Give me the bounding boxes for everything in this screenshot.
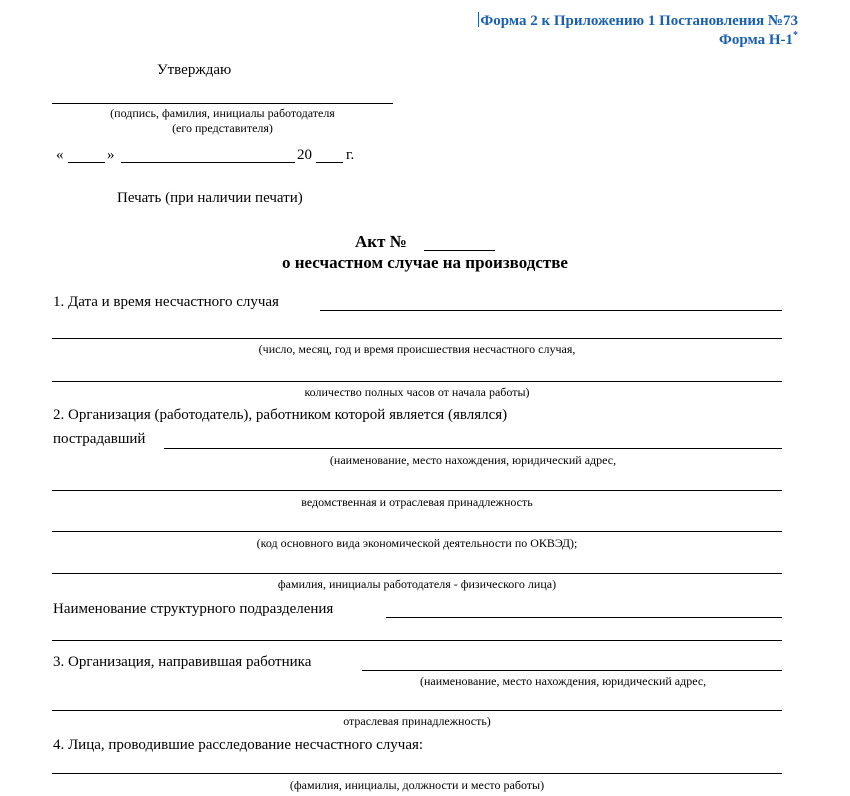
section1-line-2[interactable] (52, 338, 782, 339)
form-reference-text: Форма 2 к Приложению 1 Постановления №73 (480, 13, 798, 29)
form-name (719, 30, 798, 49)
section2-caption-3: (код основного вида экономической деятельности по ОКВЭД); (256, 536, 578, 550)
date-open-quote: « (56, 147, 64, 163)
year-prefix: 20 (297, 147, 312, 163)
section4-label: 4. Лица, проводившие расследование несчастного случая: (53, 737, 424, 753)
act-subtitle: о несчастном случае на производстве (282, 253, 568, 272)
section2-line-2[interactable] (52, 490, 782, 491)
subdivision-field[interactable] (386, 617, 782, 618)
section1-caption-2: количество полных часов от начала работы) (304, 385, 530, 399)
section2-line-4[interactable] (52, 573, 782, 574)
section2-employer-field[interactable] (164, 448, 782, 449)
section1-line-3[interactable] (52, 381, 782, 382)
act-title: Акт № (355, 232, 407, 251)
signature-caption-1: (подпись, фамилия, инициалы работодателя (110, 106, 335, 120)
signature-line[interactable] (52, 103, 393, 104)
signature-caption-2: (его представителя) (172, 121, 273, 135)
section3-caption-1: (наименование, место нахождения, юридический адрес, (420, 674, 707, 688)
section2-label-2: пострадавший (53, 431, 146, 447)
form-reference (478, 12, 798, 30)
form-name-asterisk: * (793, 30, 798, 41)
subdivision-label: Наименование структурного подразделения (53, 601, 334, 617)
section2-caption-2: ведомственная и отраслевая принадлежность (301, 495, 533, 509)
section4-line-1[interactable] (52, 773, 782, 774)
date-day-field[interactable] (68, 162, 105, 163)
section1-label: 1. Дата и время несчастного случая (53, 294, 279, 310)
date-month-field[interactable] (121, 162, 295, 163)
section2-caption-1: (наименование, место нахождения, юридический адрес, (329, 453, 617, 467)
section1-date-field[interactable] (320, 310, 782, 311)
approve-label: Утверждаю (157, 62, 232, 78)
subdivision-line-2[interactable] (52, 640, 782, 641)
section3-caption-2: отраслевая принадлежность) (343, 714, 491, 728)
section2-line-3[interactable] (52, 531, 782, 532)
act-number-field[interactable] (424, 250, 495, 251)
date-close-quote: » (107, 147, 115, 163)
section2-label-1: 2. Организация (работодатель), работником которой является (являлся) (53, 407, 508, 423)
section4-caption-1: (фамилия, инициалы, должности и место работы) (289, 778, 545, 792)
section3-label: 3. Организация, направившая работника (53, 654, 312, 670)
year-suffix: г. (346, 147, 355, 163)
section2-caption-4: фамилия, инициалы работодателя - физического лица) (277, 577, 557, 591)
seal-label: Печать (при наличии печати) (117, 190, 303, 206)
section1-caption-1: (число, месяц, год и время происшествия несчастного случая, (258, 342, 576, 356)
form-name-text: Форма Н-1 (718, 32, 793, 48)
date-year-field[interactable] (316, 162, 343, 163)
section3-line-2[interactable] (52, 710, 782, 711)
section3-organization-field[interactable] (362, 670, 782, 671)
